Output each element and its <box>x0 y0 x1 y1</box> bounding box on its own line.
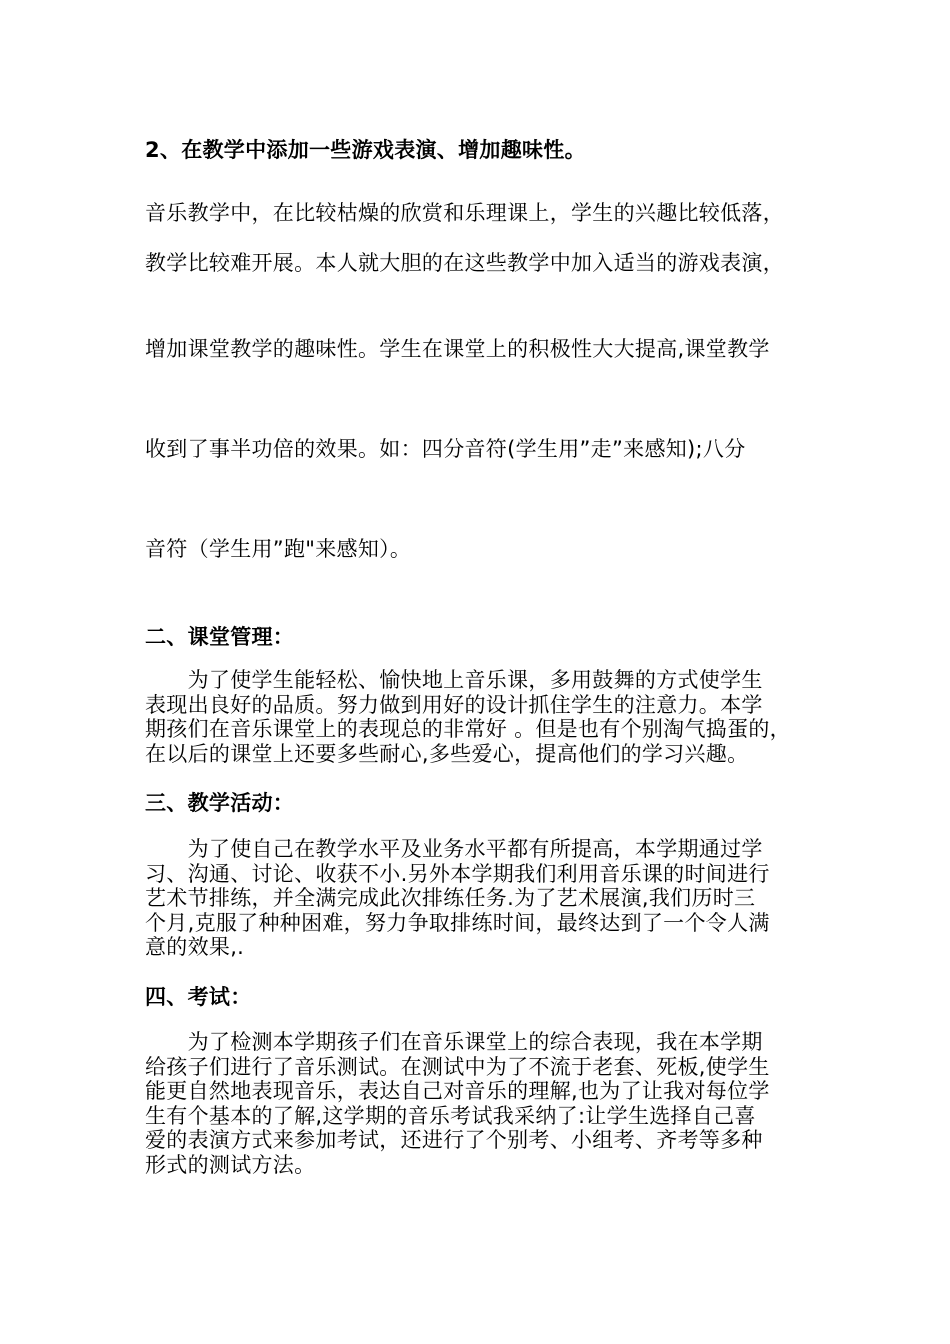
section-2-heading: 2、在教学中添加一些游戏表演、增加趣味性。 <box>145 138 586 162</box>
paragraph-line: 为了检测本学期孩子们在音乐课堂上的综合表现，我在本学期 <box>145 1030 763 1054</box>
body-line: 教学比较难开展。本人就大胆的在这些教学中加入适当的游戏表演， <box>145 251 784 275</box>
exam-heading: 四、考试： <box>145 985 252 1009</box>
body-line: 增加课堂教学的趣味性。学生在课堂上的积极性大大提高,课堂教学 <box>145 337 770 361</box>
exam-paragraph <box>145 1030 825 1177</box>
body-line: 音乐教学中，在比较枯燥的欣赏和乐理课上，学生的兴趣比较低落， <box>145 201 784 225</box>
paragraph-line: 期孩们在音乐课堂上的表现总的非常好 。但是也有个别淘气捣蛋的， <box>145 717 791 741</box>
teaching-activities-paragraph <box>145 837 825 960</box>
paragraph-line: 形式的测试方法。 <box>145 1152 316 1177</box>
body-line: 音符（学生用”跑"来感知）。 <box>145 537 412 561</box>
paragraph-line: 在以后的课堂上还要多些耐心,多些爱心，提高他们的学习兴趣。 <box>145 741 749 766</box>
paragraph-line: 意的效果,. <box>145 935 245 959</box>
paragraph-line: 个月,克服了种种困难，努力争取排练时间，最终达到了一个令人满 <box>145 910 770 935</box>
paragraph-line: 生有个基本的了解,这学期的音乐考试我采纳了:让学生选择自己喜 <box>145 1103 756 1128</box>
paragraph-line: 表现出良好的品质。努力做到用好的设计抓住学生的注意力。本学 <box>145 692 763 717</box>
teaching-activities-heading: 三、教学活动： <box>145 791 295 815</box>
paragraph-line: 为了使自己在教学水平及业务水平都有所提高，本学期通过学 <box>145 837 763 861</box>
classroom-management-heading: 二、课堂管理： <box>145 625 295 649</box>
paragraph-line: 能更自然地表现音乐，表达自己对音乐的理解,也为了让我对每位学 <box>145 1079 770 1103</box>
paragraph-line: 为了使学生能轻松、愉快地上音乐课，多用鼓舞的方式使学生 <box>145 668 763 692</box>
paragraph-line: 习、沟通、讨论、收获不小.另外本学期我们利用音乐课的时间进行 <box>145 861 770 886</box>
body-line: 收到了事半功倍的效果。如：四分音符(学生用”走”来感知);八分 <box>145 437 746 461</box>
paragraph-line: 给孩子们进行了音乐测试。在测试中为了不流于老套、死板,使学生 <box>145 1054 770 1079</box>
paragraph-line: 艺术节排练，并全满完成此次排练任务.为了艺术展演,我们历时三 <box>145 886 756 910</box>
paragraph-line: 爱的表演方式来参加考试，还进行了个别考、小组考、齐考等多种 <box>145 1128 763 1152</box>
classroom-management-paragraph <box>145 668 825 766</box>
